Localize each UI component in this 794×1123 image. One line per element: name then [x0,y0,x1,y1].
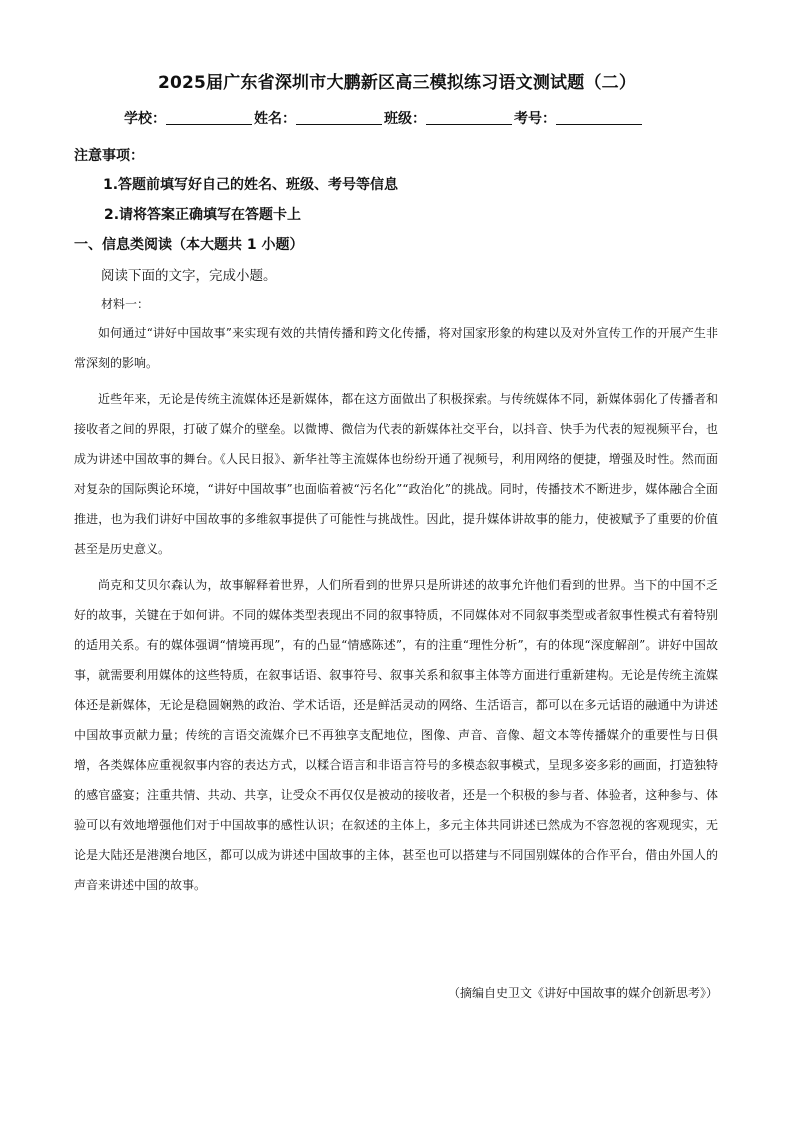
class-blank [426,110,512,125]
notice-heading: 注意事项： [74,148,144,164]
name-blank [296,110,382,125]
source-citation: （摘编自史卫文《讲好中国故事的媒介创新思考》） [447,986,718,1000]
school-blank [166,110,252,125]
notice-item-1: 1.答题前填写好自己的姓名、班级、考号等信息 [103,177,399,193]
exam-number-field [514,108,644,128]
material-body [74,318,718,900]
reading-instruction: 阅读下面的文字，完成小题。 [101,268,277,284]
exam-number-blank [556,110,642,125]
class-label: 班级： [384,111,426,127]
material-label: 材料一： [101,297,150,311]
section-heading: 一、信息类阅读（本大题共 1 小题） [74,237,304,253]
student-info-fields [124,108,684,128]
school-label: 学校： [124,111,166,127]
paragraph-1: 如何通过“讲好中国故事”来实现有效的共情传播和跨文化传播，将对国家形象的构建以及对外宣传工作的开展产生非常深刻的影响。 [74,326,718,370]
name-label: 姓名： [254,111,296,127]
school-field [124,108,254,128]
paragraph-3: 尚克和艾贝尔森认为，故事解释着世界，人们所看到的世界只是所讲述的故事允许他们看到的世界。当下的中国不乏好的故事，关键在于如何讲。不同的媒体类型表现出不同的叙事特质，不同媒体对不同叙事类型或者叙事性模式有着特别的适用关系。有的媒体强调“情境再现”，有的凸显“情感陈述”，有的注重“理性分析”，有的体现“深度解剖”。讲好中国故事，就需要利用媒体的这些特质，在叙事话语、叙事符号、叙事关系和叙事主体等方面进行重新建构。无论是传统主流媒体还是新媒体，无论是稳圆娴熟的政治、学术话语，还是鲜活灵动的网络、生活语言，都可以在多元话语的融通中为讲述中国故事贡献力量；传统的言语交流媒介已不再独享支配地位，图像、声音、音像、超文本等传播媒介的重要性与日俱增，各类媒体应重视叙事内容的表达方式，以糅合语言和非语言符号的多模态叙事模式，呈现多姿多彩的画面，打造独特的感官盛宴；注重共情、共动、共享，让受众不再仅仅是被动的接收者，还是一个积极的参与者、体验者，这种参与、体验可以有效地增强他们对于中国故事的感性认识；在叙述的主体上，多元主体共同讲述已然成为不容忽视的客观现实，无论是大陆还是港澳台地区，都可以成为讲述中国故事的主体，甚至也可以搭建与不同国别媒体的合作平台，借由外国人的声音来讲述中国的故事。 [74,578,718,892]
notice-item-2: 2.请将答案正确填写在答题卡上 [104,207,302,223]
class-field [384,108,514,128]
name-field [254,108,384,128]
paragraph-2: 近些年来，无论是传统主流媒体还是新媒体，都在这方面做出了积极探索。与传统媒体不同，新媒体弱化了传播者和接收者之间的界限，打破了媒介的壁垒。以微博、微信为代表的新媒体社交平台，以抖音、快手为代表的短视频平台，也成为讲述中国故事的舞台。《人民日报》、新华社等主流媒体也纷纷开通了视频号，利用网络的便捷，增强及时性。然而面对复杂的国际舆论环境，“讲好中国故事”也面临着被“污名化”“政治化”的挑战。同时，传播技术不断进步，媒体融合全面推进，也为我们讲好中国故事的多维叙事提供了可能性与挑战性。因此，提升媒体讲故事的能力，使被赋予了重要的价值甚至是历史意义。 [74,392,718,556]
exam-number-label: 考号： [514,111,556,127]
page-title: 2025届广东省深圳市大鹏新区高三模拟练习语文测试题（二） [157,73,637,93]
